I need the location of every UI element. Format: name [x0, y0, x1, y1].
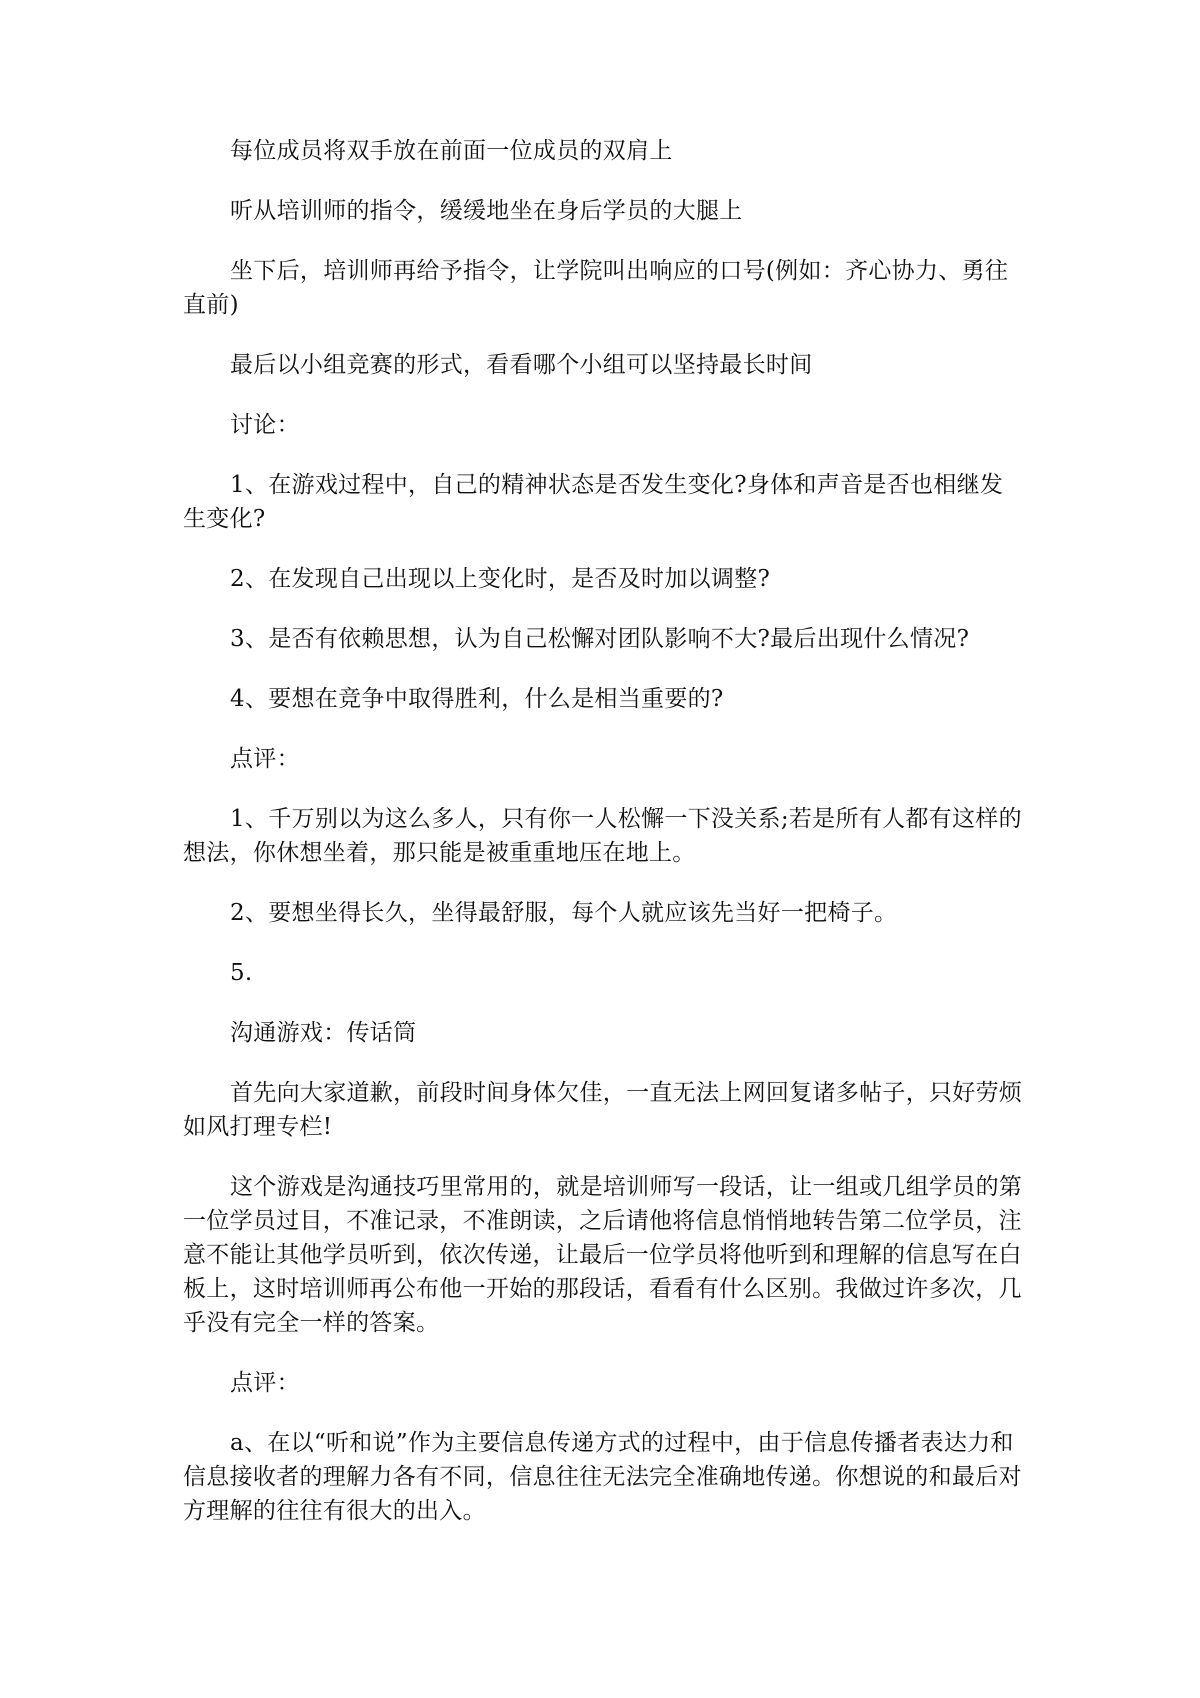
discussion-item: 2、在发现自己出现以上变化时，是否及时加以调整? — [230, 566, 771, 592]
game-title: 沟通游戏：传话筒 — [230, 1020, 417, 1046]
paragraph: 首先向大家道歉，前段时间身体欠佳，一直无法上网回复诸多帖子，只好劳烦如风打理专栏! — [183, 1080, 1023, 1140]
section-heading-comment: 点评： — [230, 746, 300, 772]
section-heading-discussion: 讨论： — [230, 412, 300, 438]
comment-item: 2、要想坐得长久，坐得最舒服，每个人就应该先当好一把椅子。 — [230, 900, 898, 926]
comment-item: a、在以“听和说”作为主要信息传递方式的过程中，由于信息传播者表达力和信息接收者的理解力各有不同，信息往往无法完全准确地传递。你想说的和最后对方理解的往往有很大的出入。 — [183, 1430, 1022, 1524]
paragraph: 坐下后，培训师再给予指令，让学院叫出响应的口号(例如：齐心协力、勇往直前) — [183, 258, 1009, 318]
discussion-item: 4、要想在竞争中取得胜利，什么是相当重要的? — [230, 686, 724, 712]
comment-item: 1、千万别以为这么多人，只有你一人松懈一下没关系;若是所有人都有这样的想法，你休想坐着，那只能是被重重地压在地上。 — [183, 806, 1022, 866]
paragraph: 每位成员将双手放在前面一位成员的双肩上 — [230, 138, 673, 164]
discussion-item: 3、是否有依赖思想，认为自己松懈对团队影响不大?最后出现什么情况? — [230, 626, 970, 652]
paragraph: 最后以小组竞赛的形式，看看哪个小组可以坚持最长时间 — [230, 352, 813, 378]
discussion-item: 1、在游戏过程中，自己的精神状态是否发生变化?身体和声音是否也相继发生变化? — [183, 472, 1004, 532]
section-number: 5. — [230, 960, 253, 986]
paragraph: 听从培训师的指令，缓缓地坐在身后学员的大腿上 — [230, 198, 743, 224]
document-body — [183, 134, 1023, 1554]
paragraph: 这个游戏是沟通技巧里常用的，就是培训师写一段话，让一组或几组学员的第一位学员过目，不准记录，不准朗读，之后请他将信息悄悄地转告第二位学员，注意不能让其他学员听到，依次传递，让最后一位学员将他听到和理解的信息写在白板上，这时培训师再公布他一开始的那段话，看看有什么区别。我做过许多次，几乎没有完全一样的答案。 — [183, 1174, 1023, 1336]
section-heading-comment: 点评： — [230, 1370, 300, 1396]
